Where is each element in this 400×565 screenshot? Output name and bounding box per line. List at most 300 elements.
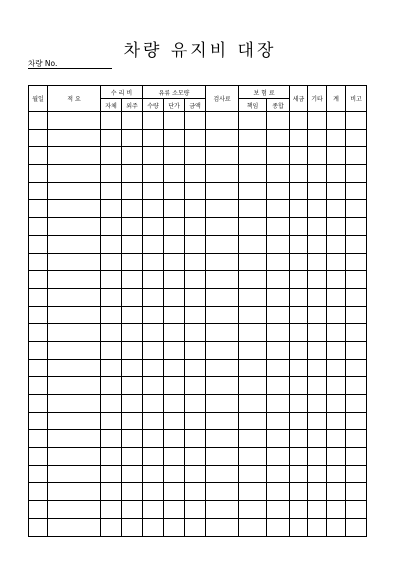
table-cell[interactable] (29, 518, 48, 536)
table-cell[interactable] (327, 112, 346, 130)
table-cell[interactable] (327, 288, 346, 306)
table-cell[interactable] (48, 182, 101, 200)
table-cell[interactable] (29, 253, 48, 271)
table-cell[interactable] (239, 465, 267, 483)
table-cell[interactable] (290, 412, 308, 430)
table-cell[interactable] (206, 235, 239, 253)
table-cell[interactable] (346, 147, 367, 165)
table-cell[interactable] (327, 483, 346, 501)
table-cell[interactable] (185, 448, 206, 466)
table-cell[interactable] (290, 253, 308, 271)
table-cell[interactable] (101, 182, 122, 200)
table-cell[interactable] (346, 182, 367, 200)
table-cell[interactable] (206, 395, 239, 413)
table-cell[interactable] (101, 253, 122, 271)
table-cell[interactable] (206, 359, 239, 377)
table-cell[interactable] (206, 518, 239, 536)
table-cell[interactable] (327, 359, 346, 377)
table-cell[interactable] (290, 306, 308, 324)
table-cell[interactable] (206, 501, 239, 519)
table-cell[interactable] (267, 182, 290, 200)
table-cell[interactable] (290, 218, 308, 236)
table-cell[interactable] (29, 395, 48, 413)
table-cell[interactable] (267, 483, 290, 501)
table-cell[interactable] (29, 448, 48, 466)
table-cell[interactable] (267, 465, 290, 483)
table-cell[interactable] (267, 129, 290, 147)
table-cell[interactable] (29, 271, 48, 289)
table-cell[interactable] (122, 377, 143, 395)
table-cell[interactable] (48, 377, 101, 395)
table-cell[interactable] (308, 448, 327, 466)
table-cell[interactable] (308, 412, 327, 430)
table-cell[interactable] (143, 465, 164, 483)
table-cell[interactable] (267, 147, 290, 165)
table-cell[interactable] (308, 235, 327, 253)
table-cell[interactable] (143, 359, 164, 377)
table-cell[interactable] (143, 147, 164, 165)
table-cell[interactable] (143, 112, 164, 130)
table-cell[interactable] (327, 147, 346, 165)
table-cell[interactable] (308, 465, 327, 483)
table-cell[interactable] (267, 501, 290, 519)
table-cell[interactable] (327, 218, 346, 236)
table-cell[interactable] (290, 288, 308, 306)
table-cell[interactable] (143, 306, 164, 324)
table-cell[interactable] (185, 200, 206, 218)
table-cell[interactable] (346, 518, 367, 536)
table-cell[interactable] (48, 518, 101, 536)
table-cell[interactable] (290, 271, 308, 289)
table-cell[interactable] (164, 253, 185, 271)
table-cell[interactable] (122, 465, 143, 483)
table-cell[interactable] (239, 324, 267, 342)
table-cell[interactable] (164, 448, 185, 466)
table-cell[interactable] (308, 395, 327, 413)
table-cell[interactable] (327, 271, 346, 289)
table-cell[interactable] (290, 430, 308, 448)
table-cell[interactable] (185, 165, 206, 183)
table-cell[interactable] (290, 465, 308, 483)
table-cell[interactable] (143, 501, 164, 519)
table-cell[interactable] (29, 324, 48, 342)
table-cell[interactable] (327, 200, 346, 218)
table-cell[interactable] (327, 306, 346, 324)
table-cell[interactable] (267, 271, 290, 289)
table-cell[interactable] (290, 518, 308, 536)
table-cell[interactable] (48, 465, 101, 483)
table-cell[interactable] (122, 359, 143, 377)
table-cell[interactable] (101, 341, 122, 359)
table-cell[interactable] (164, 501, 185, 519)
table-cell[interactable] (327, 377, 346, 395)
table-cell[interactable] (346, 253, 367, 271)
table-cell[interactable] (206, 465, 239, 483)
table-cell[interactable] (308, 518, 327, 536)
table-cell[interactable] (327, 501, 346, 519)
table-cell[interactable] (206, 129, 239, 147)
table-cell[interactable] (239, 253, 267, 271)
table-cell[interactable] (48, 483, 101, 501)
table-cell[interactable] (346, 483, 367, 501)
table-cell[interactable] (290, 112, 308, 130)
table-cell[interactable] (29, 359, 48, 377)
table-cell[interactable] (29, 288, 48, 306)
table-cell[interactable] (290, 235, 308, 253)
table-cell[interactable] (164, 324, 185, 342)
table-cell[interactable] (143, 377, 164, 395)
table-cell[interactable] (308, 271, 327, 289)
table-cell[interactable] (122, 182, 143, 200)
table-cell[interactable] (101, 412, 122, 430)
table-cell[interactable] (239, 129, 267, 147)
table-cell[interactable] (206, 218, 239, 236)
table-cell[interactable] (48, 129, 101, 147)
table-cell[interactable] (48, 412, 101, 430)
table-cell[interactable] (122, 448, 143, 466)
table-cell[interactable] (206, 147, 239, 165)
table-cell[interactable] (164, 377, 185, 395)
table-cell[interactable] (327, 129, 346, 147)
table-cell[interactable] (101, 448, 122, 466)
table-cell[interactable] (239, 518, 267, 536)
table-cell[interactable] (48, 200, 101, 218)
table-cell[interactable] (164, 147, 185, 165)
table-cell[interactable] (308, 147, 327, 165)
table-cell[interactable] (206, 112, 239, 130)
table-cell[interactable] (122, 324, 143, 342)
table-cell[interactable] (164, 359, 185, 377)
table-cell[interactable] (267, 200, 290, 218)
table-cell[interactable] (48, 395, 101, 413)
table-cell[interactable] (346, 377, 367, 395)
table-cell[interactable] (308, 430, 327, 448)
table-cell[interactable] (346, 465, 367, 483)
table-cell[interactable] (206, 483, 239, 501)
table-cell[interactable] (290, 395, 308, 413)
table-cell[interactable] (185, 129, 206, 147)
table-cell[interactable] (327, 395, 346, 413)
table-cell[interactable] (290, 129, 308, 147)
table-cell[interactable] (122, 430, 143, 448)
table-cell[interactable] (29, 182, 48, 200)
table-cell[interactable] (185, 430, 206, 448)
table-cell[interactable] (143, 235, 164, 253)
table-cell[interactable] (101, 271, 122, 289)
table-cell[interactable] (267, 341, 290, 359)
table-cell[interactable] (267, 253, 290, 271)
table-cell[interactable] (101, 235, 122, 253)
table-cell[interactable] (206, 288, 239, 306)
table-cell[interactable] (143, 518, 164, 536)
table-cell[interactable] (308, 129, 327, 147)
table-cell[interactable] (239, 235, 267, 253)
table-cell[interactable] (346, 235, 367, 253)
table-cell[interactable] (267, 377, 290, 395)
table-cell[interactable] (122, 200, 143, 218)
table-cell[interactable] (122, 518, 143, 536)
table-cell[interactable] (308, 288, 327, 306)
table-cell[interactable] (143, 182, 164, 200)
table-cell[interactable] (48, 341, 101, 359)
table-cell[interactable] (143, 165, 164, 183)
table-cell[interactable] (122, 112, 143, 130)
table-cell[interactable] (48, 306, 101, 324)
table-cell[interactable] (101, 377, 122, 395)
table-cell[interactable] (29, 465, 48, 483)
table-cell[interactable] (143, 271, 164, 289)
table-cell[interactable] (143, 483, 164, 501)
table-cell[interactable] (239, 112, 267, 130)
table-cell[interactable] (164, 412, 185, 430)
table-cell[interactable] (101, 430, 122, 448)
table-cell[interactable] (29, 112, 48, 130)
table-cell[interactable] (185, 501, 206, 519)
table-cell[interactable] (48, 501, 101, 519)
table-cell[interactable] (101, 518, 122, 536)
table-cell[interactable] (48, 165, 101, 183)
table-cell[interactable] (346, 448, 367, 466)
table-cell[interactable] (308, 501, 327, 519)
table-cell[interactable] (346, 129, 367, 147)
table-cell[interactable] (185, 253, 206, 271)
table-cell[interactable] (239, 412, 267, 430)
table-cell[interactable] (327, 182, 346, 200)
table-cell[interactable] (185, 306, 206, 324)
table-cell[interactable] (308, 200, 327, 218)
table-cell[interactable] (48, 112, 101, 130)
table-cell[interactable] (290, 324, 308, 342)
table-cell[interactable] (346, 324, 367, 342)
table-cell[interactable] (164, 430, 185, 448)
table-cell[interactable] (239, 501, 267, 519)
table-cell[interactable] (29, 341, 48, 359)
table-cell[interactable] (48, 359, 101, 377)
table-cell[interactable] (308, 182, 327, 200)
table-cell[interactable] (48, 147, 101, 165)
table-cell[interactable] (122, 271, 143, 289)
table-cell[interactable] (185, 147, 206, 165)
table-cell[interactable] (267, 306, 290, 324)
table-cell[interactable] (346, 341, 367, 359)
table-cell[interactable] (239, 182, 267, 200)
table-cell[interactable] (346, 165, 367, 183)
table-cell[interactable] (308, 359, 327, 377)
table-cell[interactable] (29, 147, 48, 165)
table-cell[interactable] (48, 218, 101, 236)
table-cell[interactable] (164, 129, 185, 147)
table-cell[interactable] (267, 235, 290, 253)
table-cell[interactable] (267, 165, 290, 183)
table-cell[interactable] (346, 271, 367, 289)
table-cell[interactable] (29, 412, 48, 430)
table-cell[interactable] (346, 412, 367, 430)
table-cell[interactable] (164, 465, 185, 483)
table-cell[interactable] (239, 288, 267, 306)
table-cell[interactable] (290, 200, 308, 218)
table-cell[interactable] (29, 483, 48, 501)
table-cell[interactable] (346, 306, 367, 324)
table-cell[interactable] (290, 483, 308, 501)
table-cell[interactable] (29, 377, 48, 395)
table-cell[interactable] (206, 253, 239, 271)
table-cell[interactable] (143, 253, 164, 271)
table-cell[interactable] (29, 218, 48, 236)
table-cell[interactable] (29, 165, 48, 183)
table-cell[interactable] (48, 430, 101, 448)
table-cell[interactable] (346, 200, 367, 218)
table-cell[interactable] (327, 430, 346, 448)
table-cell[interactable] (206, 271, 239, 289)
table-cell[interactable] (101, 465, 122, 483)
table-cell[interactable] (29, 306, 48, 324)
table-cell[interactable] (185, 324, 206, 342)
table-cell[interactable] (101, 200, 122, 218)
table-cell[interactable] (122, 501, 143, 519)
table-cell[interactable] (122, 147, 143, 165)
table-cell[interactable] (185, 341, 206, 359)
table-cell[interactable] (327, 253, 346, 271)
table-cell[interactable] (327, 448, 346, 466)
table-cell[interactable] (164, 182, 185, 200)
table-cell[interactable] (239, 271, 267, 289)
table-cell[interactable] (308, 483, 327, 501)
table-cell[interactable] (122, 483, 143, 501)
table-cell[interactable] (327, 412, 346, 430)
table-cell[interactable] (122, 288, 143, 306)
table-cell[interactable] (29, 129, 48, 147)
table-cell[interactable] (267, 218, 290, 236)
table-cell[interactable] (29, 430, 48, 448)
table-cell[interactable] (185, 288, 206, 306)
table-cell[interactable] (122, 218, 143, 236)
table-cell[interactable] (122, 395, 143, 413)
table-cell[interactable] (185, 359, 206, 377)
table-cell[interactable] (290, 182, 308, 200)
table-cell[interactable] (185, 395, 206, 413)
table-cell[interactable] (185, 377, 206, 395)
table-cell[interactable] (164, 112, 185, 130)
table-cell[interactable] (267, 518, 290, 536)
table-cell[interactable] (101, 359, 122, 377)
table-cell[interactable] (122, 235, 143, 253)
table-cell[interactable] (308, 324, 327, 342)
table-cell[interactable] (101, 395, 122, 413)
table-cell[interactable] (143, 129, 164, 147)
table-cell[interactable] (164, 235, 185, 253)
table-cell[interactable] (29, 200, 48, 218)
table-cell[interactable] (143, 218, 164, 236)
table-cell[interactable] (346, 359, 367, 377)
table-cell[interactable] (101, 306, 122, 324)
table-cell[interactable] (206, 377, 239, 395)
table-cell[interactable] (164, 288, 185, 306)
table-cell[interactable] (143, 412, 164, 430)
table-cell[interactable] (267, 288, 290, 306)
table-cell[interactable] (48, 324, 101, 342)
table-cell[interactable] (239, 448, 267, 466)
table-cell[interactable] (164, 306, 185, 324)
table-cell[interactable] (267, 430, 290, 448)
table-cell[interactable] (346, 395, 367, 413)
table-cell[interactable] (206, 430, 239, 448)
table-cell[interactable] (346, 288, 367, 306)
table-cell[interactable] (101, 129, 122, 147)
table-cell[interactable] (122, 341, 143, 359)
table-cell[interactable] (185, 271, 206, 289)
table-cell[interactable] (206, 306, 239, 324)
table-cell[interactable] (267, 359, 290, 377)
table-cell[interactable] (48, 253, 101, 271)
table-cell[interactable] (267, 395, 290, 413)
table-cell[interactable] (206, 341, 239, 359)
table-cell[interactable] (239, 200, 267, 218)
table-cell[interactable] (164, 395, 185, 413)
table-cell[interactable] (308, 253, 327, 271)
table-cell[interactable] (143, 395, 164, 413)
table-cell[interactable] (206, 412, 239, 430)
table-cell[interactable] (346, 501, 367, 519)
table-cell[interactable] (185, 412, 206, 430)
table-cell[interactable] (164, 483, 185, 501)
table-cell[interactable] (267, 324, 290, 342)
table-cell[interactable] (308, 306, 327, 324)
table-cell[interactable] (327, 465, 346, 483)
table-cell[interactable] (308, 165, 327, 183)
table-cell[interactable] (206, 448, 239, 466)
table-cell[interactable] (143, 448, 164, 466)
table-cell[interactable] (122, 165, 143, 183)
table-cell[interactable] (327, 341, 346, 359)
table-cell[interactable] (290, 165, 308, 183)
table-cell[interactable] (164, 341, 185, 359)
table-cell[interactable] (101, 147, 122, 165)
table-cell[interactable] (327, 235, 346, 253)
table-cell[interactable] (164, 200, 185, 218)
table-cell[interactable] (185, 112, 206, 130)
table-cell[interactable] (267, 448, 290, 466)
table-cell[interactable] (101, 288, 122, 306)
table-cell[interactable] (239, 483, 267, 501)
table-cell[interactable] (346, 430, 367, 448)
table-cell[interactable] (143, 341, 164, 359)
table-cell[interactable] (101, 324, 122, 342)
table-cell[interactable] (101, 218, 122, 236)
table-cell[interactable] (185, 483, 206, 501)
table-cell[interactable] (239, 147, 267, 165)
table-cell[interactable] (239, 430, 267, 448)
table-cell[interactable] (206, 324, 239, 342)
table-cell[interactable] (327, 324, 346, 342)
table-cell[interactable] (267, 412, 290, 430)
table-cell[interactable] (48, 235, 101, 253)
table-cell[interactable] (327, 165, 346, 183)
table-cell[interactable] (164, 518, 185, 536)
table-cell[interactable] (290, 147, 308, 165)
table-cell[interactable] (185, 182, 206, 200)
table-cell[interactable] (164, 271, 185, 289)
table-cell[interactable] (164, 165, 185, 183)
table-cell[interactable] (185, 465, 206, 483)
table-cell[interactable] (101, 165, 122, 183)
table-cell[interactable] (101, 112, 122, 130)
table-cell[interactable] (48, 448, 101, 466)
table-cell[interactable] (143, 200, 164, 218)
table-cell[interactable] (290, 448, 308, 466)
table-cell[interactable] (122, 253, 143, 271)
table-cell[interactable] (143, 288, 164, 306)
table-cell[interactable] (239, 218, 267, 236)
